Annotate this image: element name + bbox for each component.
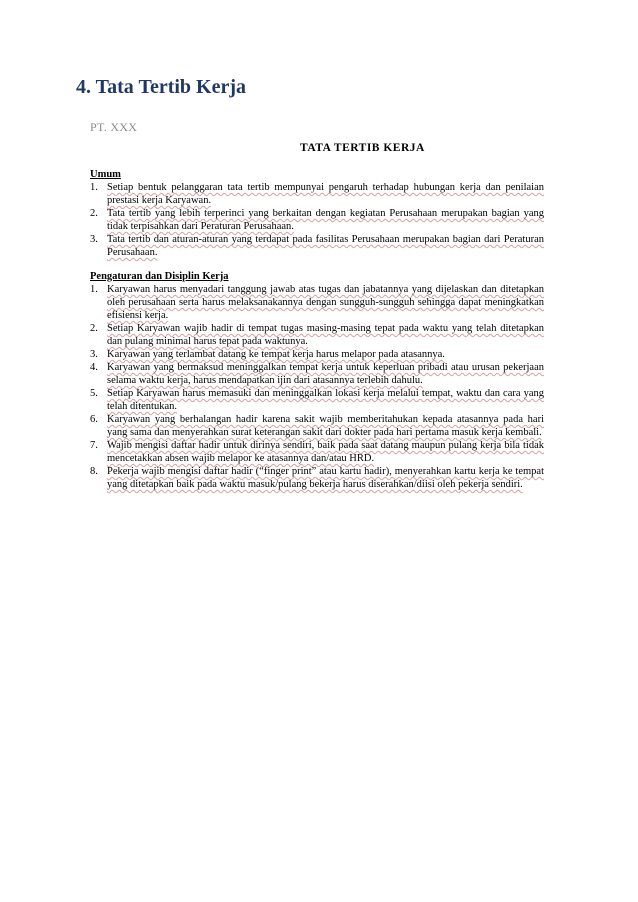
list-item [90,207,544,233]
section-heading: 4. Tata Tertib Kerja [76,76,247,98]
section-title-umum: Umum [90,169,121,180]
list-item [90,181,544,207]
list-item [90,322,544,348]
item-number: 1. [90,284,98,295]
item-number: 1. [90,182,98,193]
item-text: Karyawan yang terlambat datang ke tempat kerja harus melapor pada atasannya. [107,349,445,360]
list-item [90,283,544,322]
item-text: Setiap Karyawan harus memasuki dan meninggalkan lokasi kerja melalui tempat, waktu dan cara yang telah ditentukan. [107,388,544,412]
item-number: 5. [90,388,98,399]
document-title: TATA TERTIB KERJA [300,142,425,154]
item-text: Karyawan yang bermaksud meninggalkan tempat kerja untuk keperluan pribadi atau urusan pekerjaan selama waktu kerja, harus mendapatkan ijin dari atasannya terlebih dahulu. [107,362,544,386]
item-number: 3. [90,234,98,245]
item-number: 7. [90,440,98,451]
list-item [90,233,544,259]
document-body [90,168,544,491]
company-name: PT. XXX [90,120,138,134]
item-text: Wajib mengisi daftar hadir untuk dirinya sendiri, baik pada saat datang maupun pulang kerja bila tidak mencetakkan absen wajib melapor ke atasannya dan/atau HRD. [107,440,544,464]
item-number: 8. [90,466,98,477]
item-text: Karyawan harus menyadari tanggung jawab atas tugas dan jabatannya yang dijelaskan dan ditetapkan oleh perusahaan serta harus melaksanakannya dengan sungguh-sungguh sehingga dapat meningkatkan efisiensi kerja. [107,284,544,321]
section-title-pengaturan: Pengaturan dan Disiplin Kerja [90,271,229,282]
item-number: 4. [90,362,98,373]
list-item [90,413,544,439]
item-text: Tata tertib yang lebih terperinci yang berkaitan dengan kegiatan Perusahaan merupakan bagian yang tidak terpisahkan dari Peraturan Perusahaan. [107,208,544,232]
list-umum [90,181,544,259]
list-item [90,387,544,413]
list-pengaturan [90,283,544,491]
item-text: Setiap bentuk pelanggaran tata tertib mempunyai pengaruh terhadap hubungan kerja dan penilaian prestasi kerja Karyawan. [107,182,544,206]
item-number: 2. [90,208,98,219]
item-text: Pekerja wajib mengisi daftar hadir (“finger print” atau kartu hadir), menyerahkan kartu kerja ke tempat yang ditetapkan baik pada waktu masuk/pulang bekerja harus diserahkan/diisi oleh pekerja sendiri. [107,466,544,490]
list-item [90,439,544,465]
item-text: Setiap Karyawan wajib hadir di tempat tugas masing-masing tepat pada waktu yang telah ditetapkan dan pulang minimal harus tepat pada waktunya. [107,323,544,347]
list-item [90,465,544,491]
item-number: 6. [90,414,98,425]
item-text: Tata tertib dan aturan-aturan yang terdapat pada fasilitas Perusahaan merupakan bagian dari Peraturan Perusahaan. [107,234,544,258]
list-item [90,361,544,387]
item-number: 3. [90,349,98,360]
item-text: Karyawan yang berhalangan hadir karena sakit wajib memberitahukan kepada atasannya pada hari yang sama dan menyerahkan surat keterangan sakit dari dokter pada hari pertama masuk kerja kembali. [107,414,544,438]
item-number: 2. [90,323,98,334]
list-item [90,348,544,361]
